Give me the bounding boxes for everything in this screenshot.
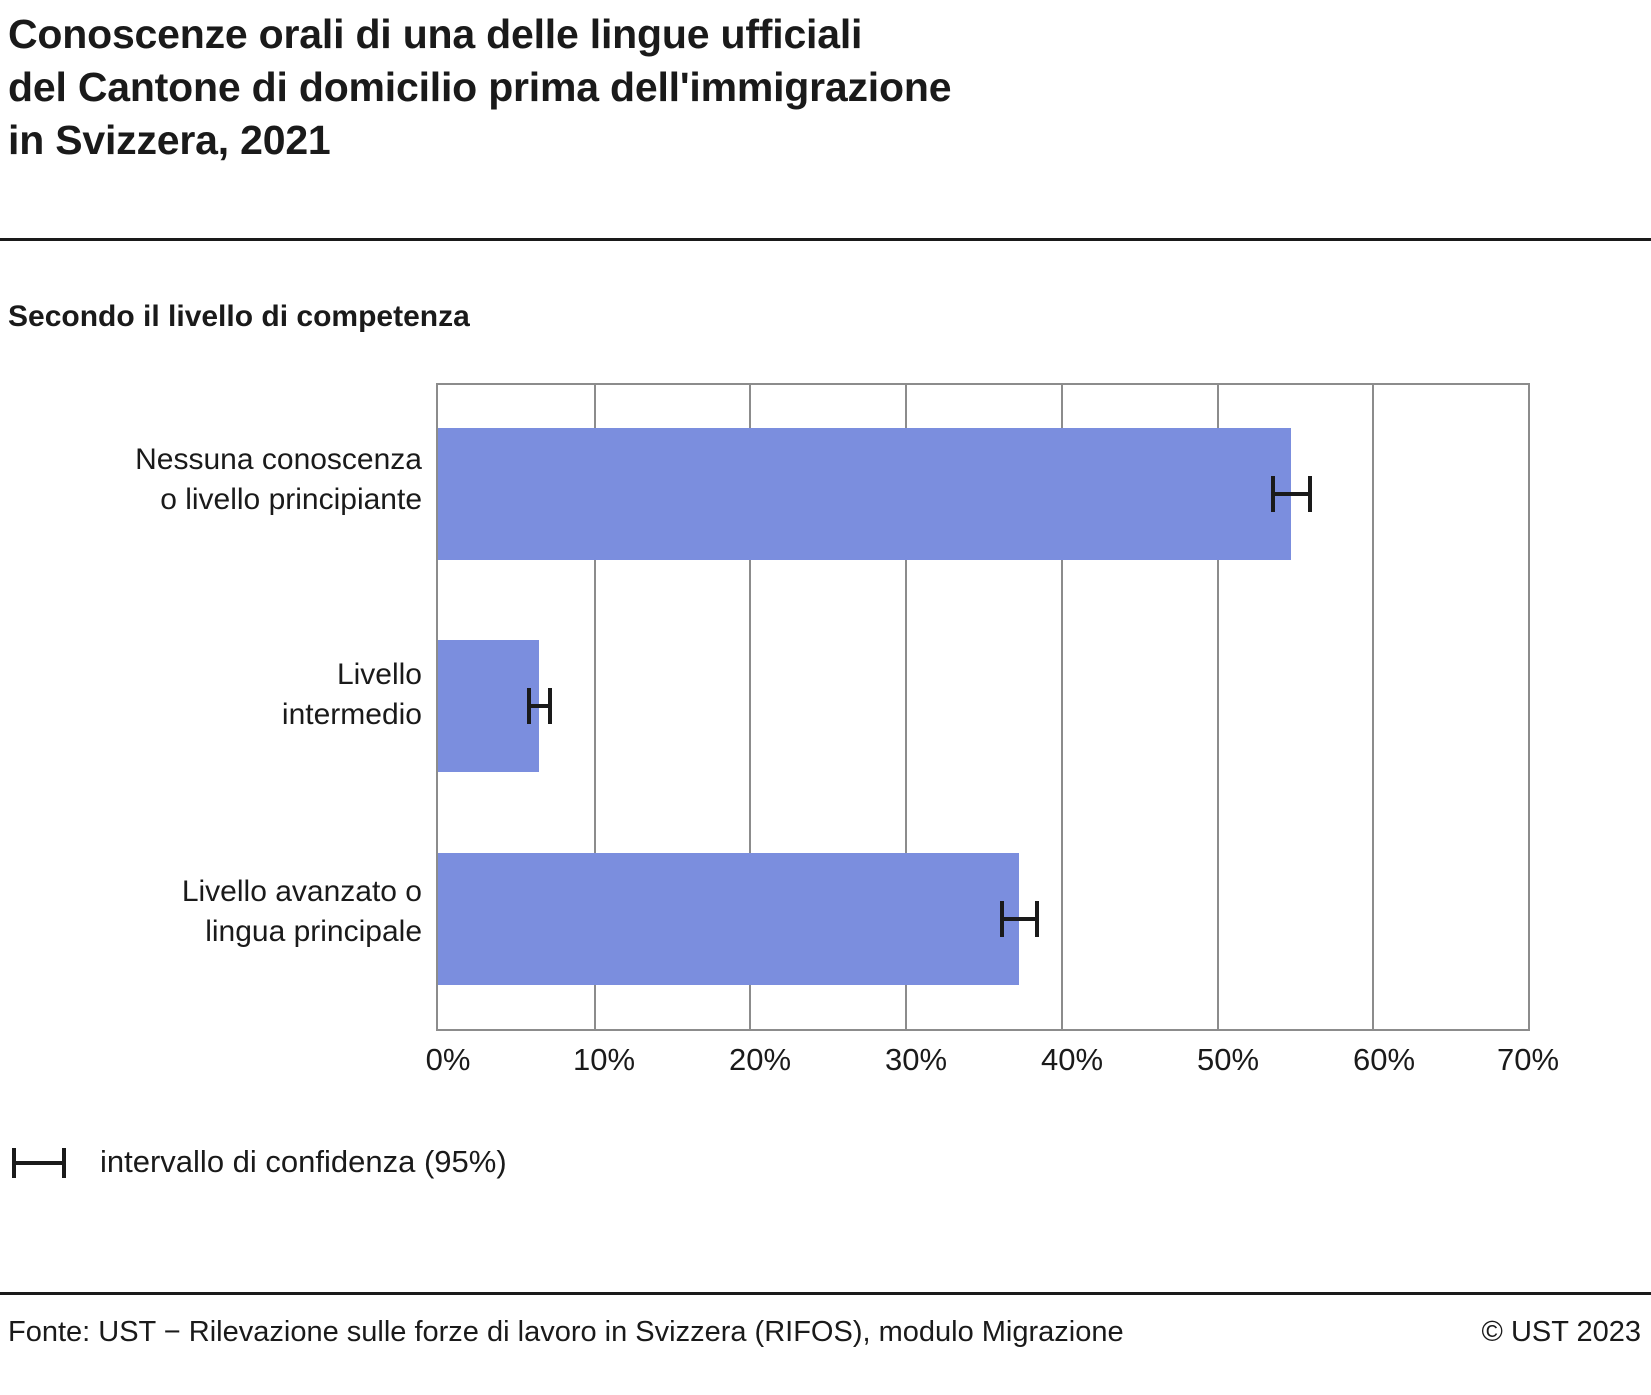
- category-label-livello-avanzato: [182, 872, 422, 952]
- category-label-line: Nessuna conoscenza: [135, 443, 422, 476]
- chart-subtitle: Secondo il livello di competenza: [8, 300, 470, 333]
- error-bar-cap-right: [1308, 476, 1312, 512]
- xtick-0: 0%: [425, 1042, 471, 1077]
- bar-livello-avanzato: [438, 853, 1019, 985]
- category-label-line: Livello: [336, 658, 422, 691]
- plot-area: [436, 383, 1530, 1031]
- page-title: [8, 8, 1608, 167]
- error-bar-cap-left: [1000, 901, 1004, 937]
- bar-livello-intermedio: [438, 640, 539, 772]
- title-line-2: del Cantone di domicilio prima dell'immigrazione: [8, 64, 952, 110]
- gridline-60: [1372, 385, 1374, 1029]
- xtick-70: 70%: [1496, 1042, 1560, 1077]
- xtick-10: 10%: [572, 1042, 636, 1077]
- category-label-livello-intermedio: [282, 655, 422, 735]
- error-bar-cap-right: [548, 688, 552, 724]
- header-divider: [0, 238, 1651, 241]
- category-label-line: Livello avanzato o: [181, 875, 422, 908]
- bar-nessuna-conoscenza: [438, 428, 1291, 560]
- source-note: Fonte: UST − Rilevazione sulle forze di lavoro in Svizzera (RIFOS), modulo Migrazione: [8, 1316, 1124, 1348]
- xtick-40: 40%: [1040, 1042, 1104, 1077]
- error-bar-cap-right: [1035, 901, 1039, 937]
- xtick-50: 50%: [1196, 1042, 1260, 1077]
- legend-label: intervallo di confidenza (95%): [100, 1144, 507, 1179]
- category-label-line: lingua principale: [205, 915, 422, 948]
- category-label-nessuna-conoscenza: [135, 440, 422, 520]
- legend-line: [12, 1161, 66, 1165]
- error-bar-cap-left: [527, 688, 531, 724]
- error-bar-line: [1000, 917, 1039, 921]
- legend-cap-left: [12, 1148, 16, 1178]
- error-bar-nessuna-conoscenza: [1271, 476, 1311, 512]
- error-bar-livello-avanzato: [1000, 901, 1039, 937]
- legend-cap-right: [62, 1148, 66, 1178]
- error-bar-livello-intermedio: [527, 688, 552, 724]
- category-label-line: intermedio: [281, 698, 422, 731]
- footer-divider: [0, 1292, 1651, 1295]
- error-bar-line: [1271, 492, 1311, 496]
- xtick-30: 30%: [884, 1042, 948, 1077]
- title-line-3: in Svizzera, 2021: [8, 117, 331, 163]
- xtick-20: 20%: [728, 1042, 792, 1077]
- error-bar-cap-left: [1271, 476, 1275, 512]
- xtick-60: 60%: [1352, 1042, 1416, 1077]
- confidence-interval-icon: [12, 1148, 66, 1178]
- copyright-note: © UST 2023: [1481, 1316, 1641, 1348]
- title-line-1: Conoscenze orali di una delle lingue ufficiali: [8, 11, 863, 57]
- category-label-line: o livello principiante: [160, 483, 422, 516]
